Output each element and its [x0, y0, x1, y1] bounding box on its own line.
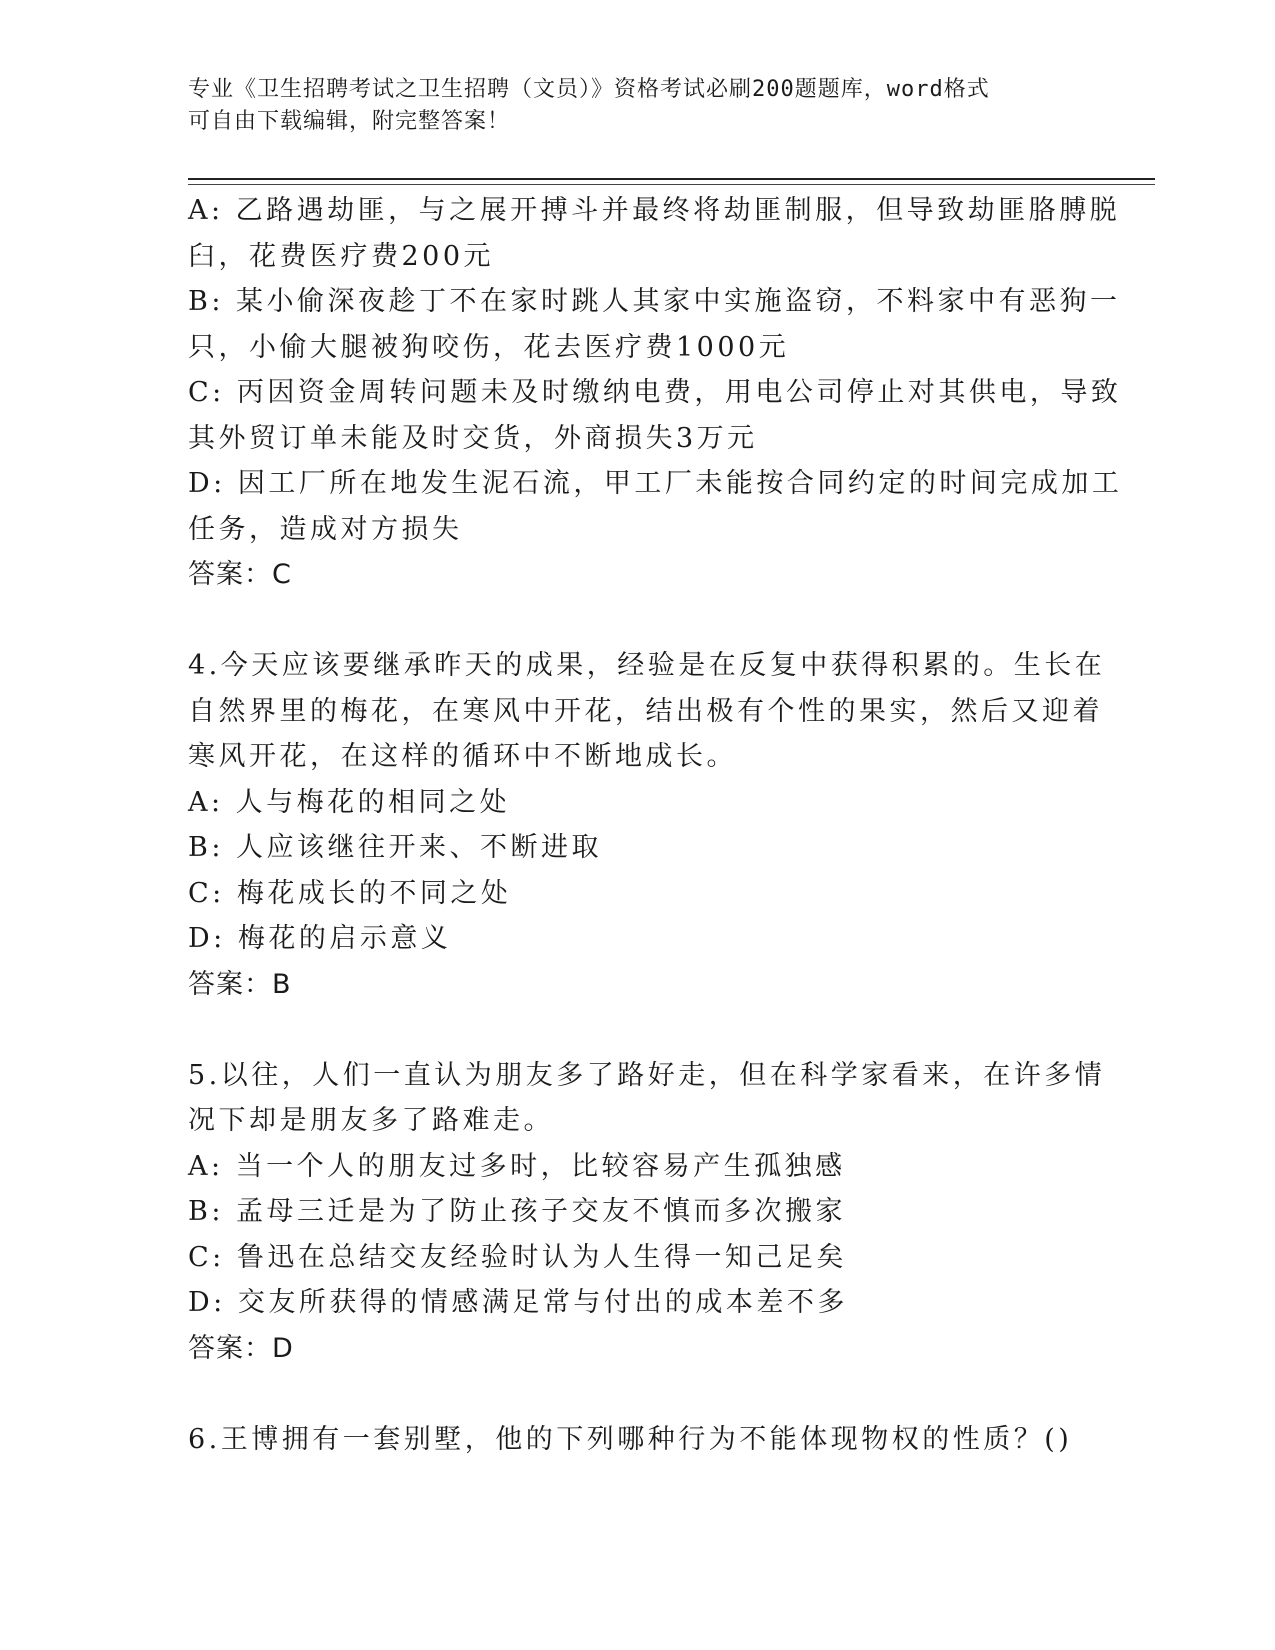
question-3 — [188, 188, 1123, 598]
question-6-stem-line: 6.王博拥有一套别墅，他的下列哪种行为不能体现物权的性质？() — [188, 1423, 1073, 1455]
question-3-option-b — [188, 279, 1121, 370]
option-text-line: C: 丙因资金周转问题未及时缴纳电费，用电公司停止对其供电，导致 — [188, 377, 1122, 408]
question-5-stem-line: 5.以往，人们一直认为朋友多了路好走，但在科学家看来，在许多情 — [188, 1059, 1106, 1091]
spacer — [188, 1371, 1088, 1417]
question-5-option-d: D: 交友所获得的情感满足常与付出的成本差不多 — [188, 1287, 848, 1318]
question-4-stem-line: 自然界里的梅花，在寒风中开花，结出极有个性的果实，然后又迎着 — [188, 695, 1103, 727]
header-divider-thin — [188, 184, 1155, 185]
question-5 — [188, 1053, 1106, 1372]
option-text-line: B: 某小偷深夜趁丁不在家时跳人其家中实施盗窃，不料家中有恶狗一 — [188, 286, 1121, 317]
question-5-option-c: C: 鲁迅在总结交友经验时认为人生得一知己足矣 — [188, 1241, 847, 1273]
option-text-line: 其外贸订单未能及时交货，外商损失3万元 — [188, 422, 758, 454]
question-6 — [188, 1417, 1088, 1463]
question-4-option-b: B: 人应该继往开来、不断进取 — [188, 832, 603, 863]
page-header — [188, 74, 1088, 138]
option-text-line: 只，小偷大腿被狗咬伤，花去医疗费1000元 — [188, 331, 790, 363]
question-5-option-b: B: 孟母三迁是为了防止孩子交友不慎而多次搬家 — [188, 1196, 847, 1227]
header-title-line-1: 专业《卫生招聘考试之卫生招聘（文员）》资格考试必刷200题题库，word格式 — [188, 77, 990, 102]
spacer — [188, 598, 1088, 644]
question-4-option-c: C: 梅花成长的不同之处 — [188, 877, 512, 909]
option-text-line: A: 乙路遇劫匪，与之展开搏斗并最终将劫匪制服，但导致劫匪胳膊脱 — [188, 195, 1121, 226]
question-4-option-d: D: 梅花的启示意义 — [188, 923, 452, 954]
question-4-option-a: A: 人与梅花的相同之处 — [188, 786, 511, 818]
question-4-answer: 答案：B — [188, 968, 292, 1000]
question-4 — [188, 643, 1106, 1007]
option-text-line: 任务，造成对方损失 — [188, 513, 463, 545]
option-text-line: D: 因工厂所在地发生泥石流，甲工厂未能按合同约定的时间完成加工 — [188, 468, 1123, 499]
header-title-line-2: 可自由下载编辑，附完整答案！ — [188, 109, 511, 134]
question-5-answer: 答案：D — [188, 1332, 294, 1364]
question-4-stem-line: 寒风开花，在这样的循环中不断地成长。 — [188, 741, 737, 772]
question-list — [188, 188, 1123, 1462]
question-5-option-a: A: 当一个人的朋友过多时，比较容易产生孤独感 — [188, 1150, 846, 1182]
question-3-option-c — [188, 370, 1122, 461]
header-divider-thick — [188, 178, 1155, 180]
question-3-answer: 答案：C — [188, 559, 292, 590]
option-text-line: 臼，花费医疗费200元 — [188, 240, 495, 272]
question-3-option-d — [188, 461, 1123, 552]
spacer — [188, 1007, 1088, 1053]
question-5-stem-line: 况下却是朋友多了路难走。 — [188, 1105, 554, 1136]
question-4-stem-line: 4.今天应该要继承昨天的成果，经验是在反复中获得积累的。生长在 — [188, 650, 1106, 681]
question-3-option-a — [188, 188, 1121, 279]
